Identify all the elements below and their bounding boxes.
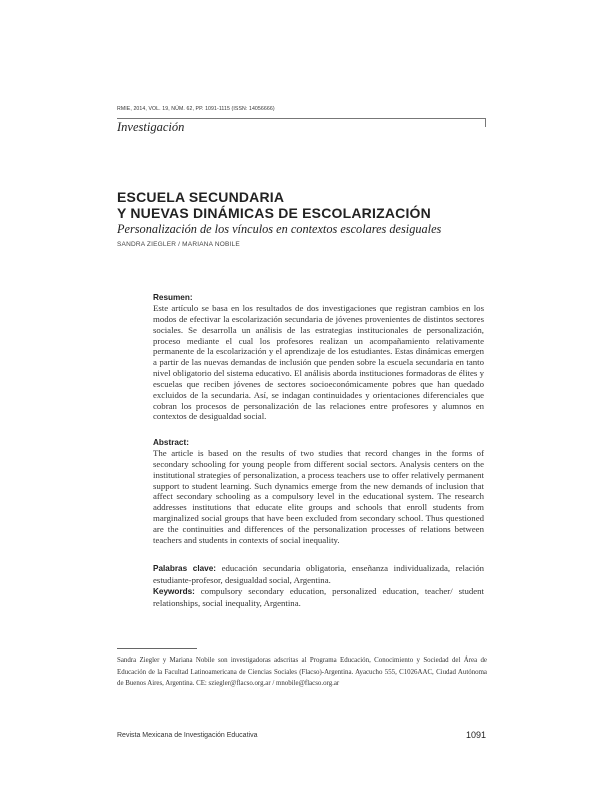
resumen-section bbox=[153, 292, 484, 422]
article-title bbox=[117, 189, 431, 221]
keywords-es-label: Palabras clave: bbox=[153, 564, 217, 573]
section-label: Investigación bbox=[117, 120, 185, 134]
abstract-text: The article is based on the results of two studies that record changes in the forms of secondary schooling for young people from different social sectors. Analysis centers on the institutional strategies of personalization, a process teachers use to offer relatively permanent support to student learning. Such dynamics emerge from the new demands of inclusion that affect secondary schooling as a compulsory level in the educational system. The research addresses institutions that educate elite groups and schools that enroll students from marginalized social groups that have been excluded from secondary school. Thus questioned are the continuities and differences of the personalization processes of relations between teachers and students in contexts of social inequality. bbox=[153, 448, 484, 545]
footnote-rule bbox=[117, 648, 197, 649]
abstract-heading: Abstract: bbox=[153, 438, 189, 447]
keywords-es-text: educación secundaria obligatoria, enseñanza individualizada, relación estudiante-profesor, desigualdad social, Argentina. bbox=[153, 563, 484, 585]
keywords-es bbox=[153, 563, 484, 586]
header-rule-tick bbox=[485, 118, 486, 127]
page-number: 1091 bbox=[466, 730, 487, 740]
author-footnote: Sandra Ziegler y Mariana Nobile son investigadoras adscritas al Programa Educación, Conocimiento y Sociedad del Área de Educación de la Facultad Latinoamericana de Ciencias Sociales (Flacso)-Argentina. Ayacucho 555, C1026AAC, Ciudad Autónoma de Buenos Aires, Argentina. CE: sziegler@flacso.org.ar / mnobile@flacso.org.ar bbox=[117, 657, 487, 688]
running-head: RMIE, 2014, VOL. 19, NÚM. 62, PP. 1091-1115 (ISSN: 14056666) bbox=[117, 106, 275, 112]
keywords-en bbox=[153, 586, 484, 609]
resumen-text: Este artículo se basa en los resultados de dos investigaciones que registran cambios en los modos de efectivar la escolarización secundaria de jóvenes provenientes de distintos sectores sociales. Se desarrolla un análisis de las estrategias institucionales de personalización, proceso mediante el cual los profesores realizan un acompañamiento relativamente permanente de la escolarización y el aprendizaje de los estudiantes. Estas dinámicas emergen a partir de las nuevas demandas de inclusión que penden sobre la escuela secundaria en tanto nivel obligatorio del sistema educativo. El análisis aborda instituciones formadoras de élites y escuelas que reciben jóvenes de sectores socioeconómicamente pobres que han quedado excluidos de la secundaria. Así, se indagan continuidades y orientaciones diferenciales que cobran los procesos de personalización de las relaciones entre profesores y alumnos en contextos de desigualdad social. bbox=[153, 303, 484, 422]
title-line-1: ESCUELA SECUNDARIA bbox=[117, 189, 285, 205]
resumen-heading: Resumen: bbox=[153, 293, 193, 302]
keywords-en-text: compulsory secondary education, personalized education, teacher/ student relationships, social inequality, Argentina. bbox=[153, 585, 484, 608]
title-line-2: Y NUEVAS DINÁMICAS DE ESCOLARIZACIÓN bbox=[117, 205, 431, 221]
journal-name: Revista Mexicana de Investigación Educativa bbox=[117, 732, 258, 739]
article-authors: SANDRA ZIEGLER / MARIANA NOBILE bbox=[117, 241, 240, 248]
keywords-section bbox=[153, 563, 484, 608]
keywords-en-label: Keywords: bbox=[153, 586, 195, 596]
article-subtitle: Personalización de los vínculos en contextos escolares desiguales bbox=[117, 222, 442, 236]
header-rule bbox=[117, 118, 486, 119]
abstract-section bbox=[153, 437, 484, 546]
